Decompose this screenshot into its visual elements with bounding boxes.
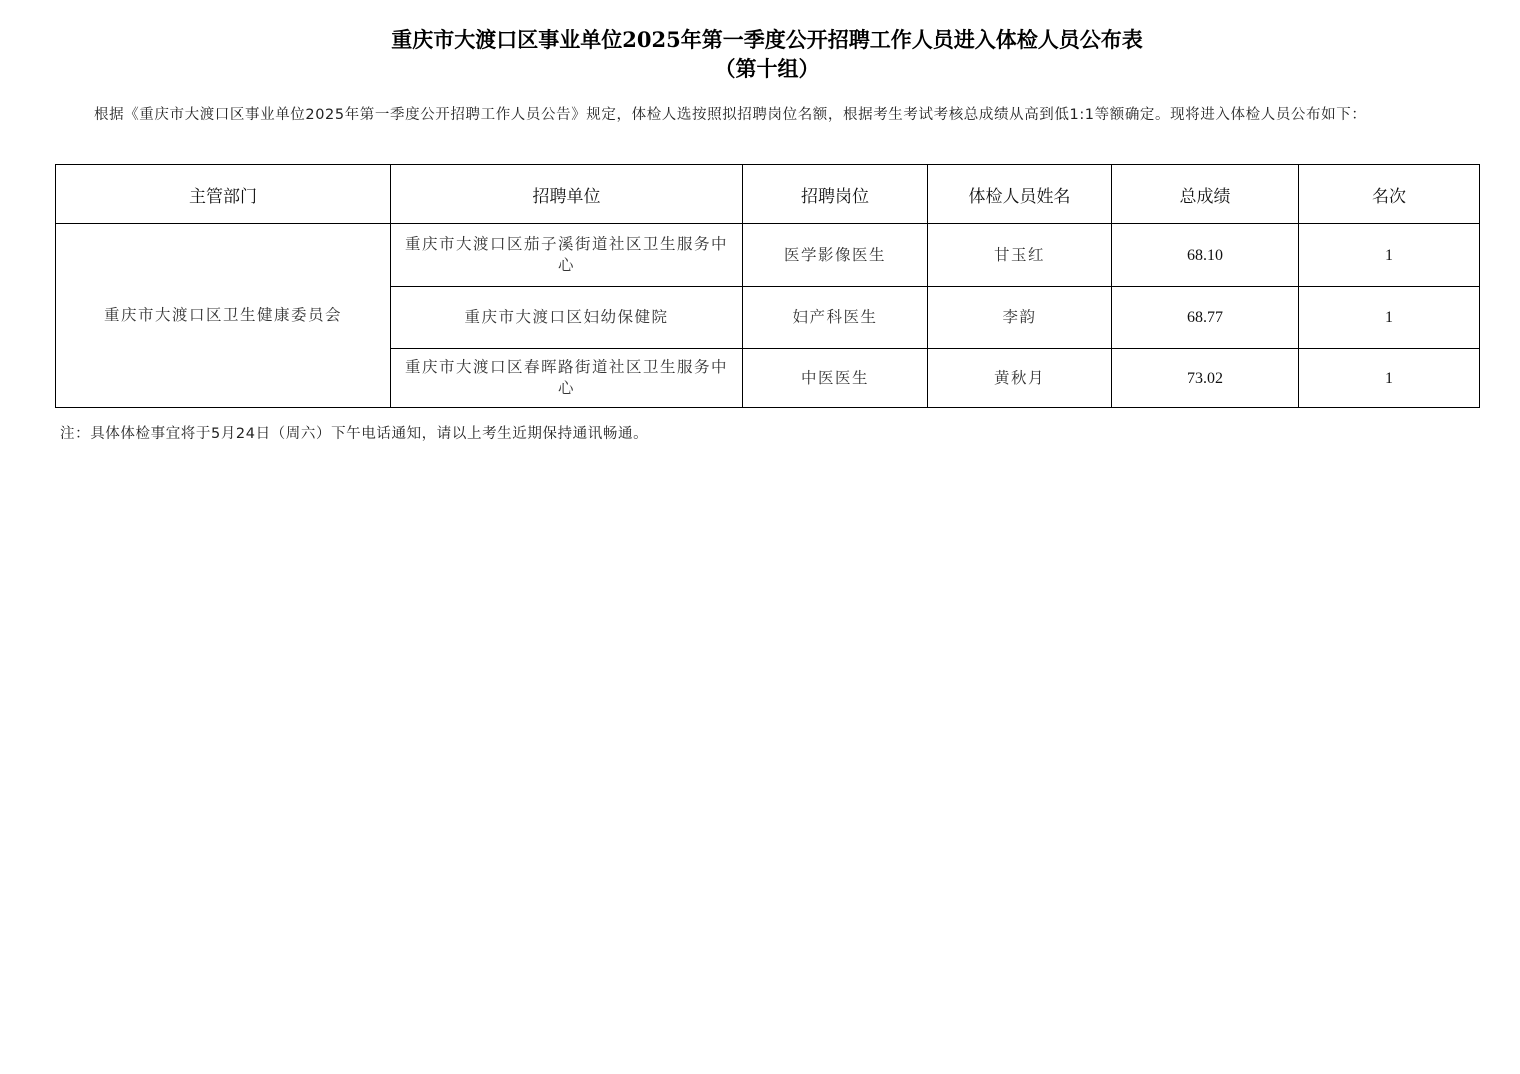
header-score: 总成绩 [1112,165,1299,224]
roster-table [55,164,1480,408]
unit-cell: 重庆市大渡口区茄子溪街道社区卫生服务中心 [391,224,743,287]
score-cell: 68.10 [1112,224,1299,287]
header-name: 体检人员姓名 [928,165,1112,224]
position-cell: 医学影像医生 [743,224,928,287]
header-department: 主管部门 [56,165,391,224]
rank-cell: 1 [1299,224,1480,287]
page-subtitle: （第十组） [714,56,820,81]
page-title: 重庆市大渡口区事业单位2025年第一季度公开招聘工作人员进入体检人员公布表 [391,27,1143,52]
department-cell: 重庆市大渡口区卫生健康委员会 [56,224,391,408]
rank-cell: 1 [1299,349,1480,408]
name-cell: 甘玉红 [928,224,1112,287]
unit-cell: 重庆市大渡口区春晖路街道社区卫生服务中心 [391,349,743,408]
rank-cell: 1 [1299,287,1480,349]
footnote: 注：具体体检事宜将于5月24日（周六）下午电话通知，请以上考生近期保持通讯畅通。 [60,426,649,442]
header-position: 招聘岗位 [743,165,928,224]
table-row [56,224,1480,287]
intro-paragraph: 根据《重庆市大渡口区事业单位2025年第一季度公开招聘工作人员公告》规定，体检人选按照拟招聘岗位名额，根据考生考试考核总成绩从高到低1:1等额确定。现将进入体检人员公布如下： [94,107,1367,123]
header-unit: 招聘单位 [391,165,743,224]
name-cell: 李韵 [928,287,1112,349]
table-header-row [56,165,1480,224]
position-cell: 中医医生 [743,349,928,408]
unit-cell: 重庆市大渡口区妇幼保健院 [391,287,743,349]
score-cell: 73.02 [1112,349,1299,408]
header-rank: 名次 [1299,165,1480,224]
position-cell: 妇产科医生 [743,287,928,349]
score-cell: 68.77 [1112,287,1299,349]
name-cell: 黄秋月 [928,349,1112,408]
